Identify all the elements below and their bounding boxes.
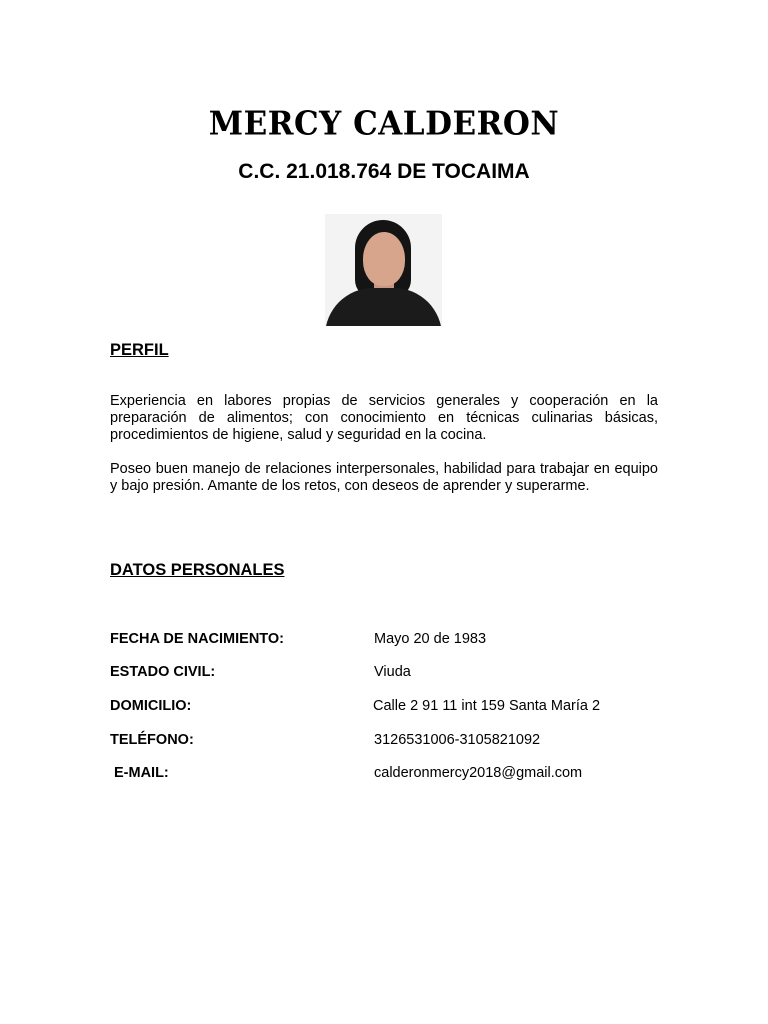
address-value: Calle 2 91 11 int 159 Santa María 2: [373, 698, 601, 714]
birth-date-value: Mayo 20 de 1983: [374, 631, 487, 647]
candidate-name: MERCY CALDERON: [208, 105, 560, 143]
profile-photo: [325, 214, 442, 326]
civil-status-value: Viuda: [374, 664, 411, 680]
email-value: calderonmercy2018@gmail.com: [374, 765, 583, 781]
id-document-line: C.C. 21.018.764 DE TOCAIMA: [238, 160, 530, 183]
email-label: E-MAIL:: [114, 765, 169, 781]
phone-value: 3126531006-3105821092: [374, 732, 541, 748]
phone-label: TELÉFONO:: [110, 732, 194, 748]
perfil-paragraph-1: Experiencia en labores propias de servicios generales y cooperación en la preparación de alimentos; con conocimiento en técnicas culinarias básicas, procedimientos de higiene, salud y seguridad en la cocina.: [110, 393, 658, 443]
datos-personales-heading: DATOS PERSONALES: [110, 561, 285, 579]
civil-status-label: ESTADO CIVIL:: [110, 664, 216, 680]
photo-face: [363, 232, 405, 286]
address-label: DOMICILIO:: [110, 698, 192, 714]
perfil-heading: PERFIL: [110, 341, 169, 359]
birth-date-label: FECHA DE NACIMIENTO:: [110, 631, 284, 647]
photo-body: [325, 288, 442, 326]
perfil-paragraph-2: Poseo buen manejo de relaciones interpersonales, habilidad para trabajar en equipo y bajo presión. Amante de los retos, con deseos de aprender y superarme.: [110, 461, 658, 494]
